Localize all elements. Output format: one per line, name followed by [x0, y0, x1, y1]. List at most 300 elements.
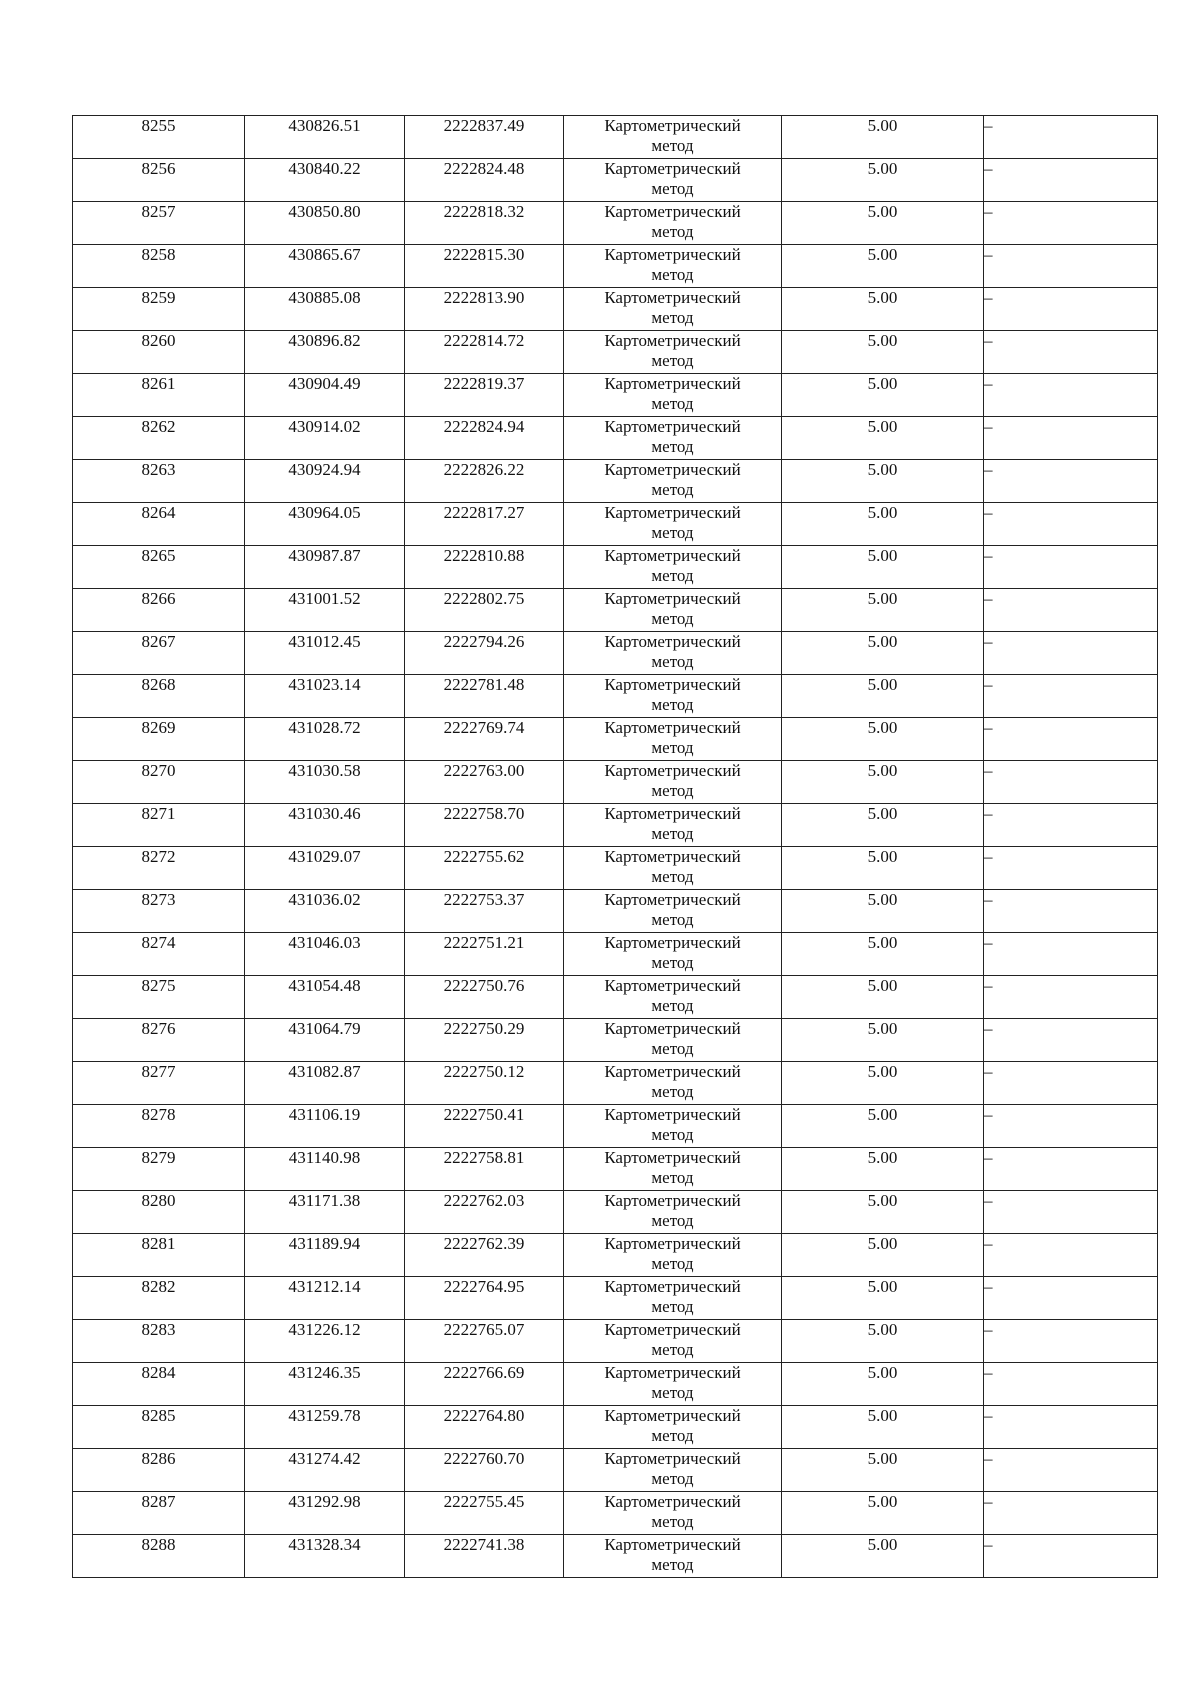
note-cell: –: [984, 1320, 1158, 1363]
method-cell: [564, 589, 782, 632]
method-line-1: Картометрический: [604, 1062, 741, 1081]
method-line-2: метод: [651, 222, 694, 241]
method-cell: [564, 718, 782, 761]
method-line-1: Картометрический: [604, 1234, 741, 1253]
table-row: [73, 675, 1158, 718]
x-coordinate-cell: 431212.14: [245, 1277, 405, 1320]
x-coordinate-cell: 431140.98: [245, 1148, 405, 1191]
y-coordinate-cell: 2222755.62: [405, 847, 564, 890]
y-coordinate-cell: 2222814.72: [405, 331, 564, 374]
y-coordinate-cell: 2222750.29: [405, 1019, 564, 1062]
accuracy-cell: 5.00: [782, 116, 984, 159]
method-line-2: метод: [651, 738, 694, 757]
y-coordinate-cell: 2222750.76: [405, 976, 564, 1019]
method-line-2: метод: [651, 609, 694, 628]
method-cell: [564, 1449, 782, 1492]
method-cell: [564, 159, 782, 202]
method-line-1: Картометрический: [604, 460, 741, 479]
point-number-cell: 8271: [73, 804, 245, 847]
accuracy-cell: 5.00: [782, 761, 984, 804]
y-coordinate-cell: 2222753.37: [405, 890, 564, 933]
method-line-1: Картометрический: [604, 1449, 741, 1468]
x-coordinate-cell: 430924.94: [245, 460, 405, 503]
point-number-cell: 8278: [73, 1105, 245, 1148]
accuracy-cell: 5.00: [782, 331, 984, 374]
method-line-2: метод: [651, 695, 694, 714]
x-coordinate-cell: 431292.98: [245, 1492, 405, 1535]
method-line-1: Картометрический: [604, 1019, 741, 1038]
method-line-2: метод: [651, 1125, 694, 1144]
point-number-cell: 8269: [73, 718, 245, 761]
x-coordinate-cell: 430850.80: [245, 202, 405, 245]
point-number-cell: 8276: [73, 1019, 245, 1062]
note-cell: –: [984, 1535, 1158, 1578]
method-cell: [564, 546, 782, 589]
table-row: [73, 460, 1158, 503]
accuracy-cell: 5.00: [782, 718, 984, 761]
method-line-1: Картометрический: [604, 761, 741, 780]
note-cell: –: [984, 1449, 1158, 1492]
method-line-2: метод: [651, 394, 694, 413]
accuracy-cell: 5.00: [782, 847, 984, 890]
method-cell: [564, 847, 782, 890]
table-row: [73, 933, 1158, 976]
accuracy-cell: 5.00: [782, 1062, 984, 1105]
accuracy-cell: 5.00: [782, 374, 984, 417]
method-cell: [564, 1105, 782, 1148]
method-cell: [564, 1062, 782, 1105]
note-cell: –: [984, 116, 1158, 159]
method-line-2: метод: [651, 1469, 694, 1488]
x-coordinate-cell: 431274.42: [245, 1449, 405, 1492]
y-coordinate-cell: 2222837.49: [405, 116, 564, 159]
x-coordinate-cell: 431029.07: [245, 847, 405, 890]
accuracy-cell: 5.00: [782, 804, 984, 847]
note-cell: –: [984, 675, 1158, 718]
method-cell: [564, 675, 782, 718]
method-line-2: метод: [651, 1082, 694, 1101]
accuracy-cell: 5.00: [782, 1449, 984, 1492]
method-line-2: метод: [651, 1297, 694, 1316]
y-coordinate-cell: 2222751.21: [405, 933, 564, 976]
table-row: [73, 847, 1158, 890]
point-number-cell: 8279: [73, 1148, 245, 1191]
x-coordinate-cell: 431023.14: [245, 675, 405, 718]
y-coordinate-cell: 2222824.94: [405, 417, 564, 460]
table-row: [73, 976, 1158, 1019]
method-cell: [564, 1191, 782, 1234]
y-coordinate-cell: 2222750.12: [405, 1062, 564, 1105]
method-line-1: Картометрический: [604, 976, 741, 995]
note-cell: –: [984, 589, 1158, 632]
note-cell: –: [984, 804, 1158, 847]
x-coordinate-cell: 430964.05: [245, 503, 405, 546]
method-cell: [564, 1406, 782, 1449]
table-row: [73, 1277, 1158, 1320]
note-cell: –: [984, 1406, 1158, 1449]
y-coordinate-cell: 2222818.32: [405, 202, 564, 245]
table-row: [73, 632, 1158, 675]
x-coordinate-cell: 431064.79: [245, 1019, 405, 1062]
method-cell: [564, 1535, 782, 1578]
method-cell: [564, 1148, 782, 1191]
method-line-2: метод: [651, 867, 694, 886]
method-line-2: метод: [651, 1254, 694, 1273]
table-row: [73, 804, 1158, 847]
table-row: [73, 1449, 1158, 1492]
method-line-2: метод: [651, 265, 694, 284]
point-number-cell: 8260: [73, 331, 245, 374]
x-coordinate-cell: 430840.22: [245, 159, 405, 202]
method-cell: [564, 331, 782, 374]
method-line-1: Картометрический: [604, 1105, 741, 1124]
y-coordinate-cell: 2222819.37: [405, 374, 564, 417]
method-line-1: Картометрический: [604, 1320, 741, 1339]
table-row: [73, 1492, 1158, 1535]
table-row: [73, 1234, 1158, 1277]
point-number-cell: 8270: [73, 761, 245, 804]
method-cell: [564, 1320, 782, 1363]
y-coordinate-cell: 2222826.22: [405, 460, 564, 503]
method-cell: [564, 1492, 782, 1535]
y-coordinate-cell: 2222765.07: [405, 1320, 564, 1363]
note-cell: –: [984, 847, 1158, 890]
accuracy-cell: 5.00: [782, 417, 984, 460]
x-coordinate-cell: 431030.58: [245, 761, 405, 804]
x-coordinate-cell: 430885.08: [245, 288, 405, 331]
note-cell: –: [984, 1105, 1158, 1148]
method-line-2: метод: [651, 136, 694, 155]
point-number-cell: 8274: [73, 933, 245, 976]
method-cell: [564, 417, 782, 460]
method-line-1: Картометрический: [604, 589, 741, 608]
note-cell: –: [984, 546, 1158, 589]
method-cell: [564, 1234, 782, 1277]
method-line-2: метод: [651, 1512, 694, 1531]
y-coordinate-cell: 2222762.03: [405, 1191, 564, 1234]
method-line-1: Картометрический: [604, 1406, 741, 1425]
method-line-1: Картометрический: [604, 331, 741, 350]
method-line-1: Картометрический: [604, 1191, 741, 1210]
method-line-1: Картометрический: [604, 417, 741, 436]
point-number-cell: 8273: [73, 890, 245, 933]
method-line-2: метод: [651, 1168, 694, 1187]
y-coordinate-cell: 2222769.74: [405, 718, 564, 761]
table-row: [73, 116, 1158, 159]
y-coordinate-cell: 2222758.81: [405, 1148, 564, 1191]
x-coordinate-cell: 431001.52: [245, 589, 405, 632]
x-coordinate-cell: 431259.78: [245, 1406, 405, 1449]
note-cell: –: [984, 976, 1158, 1019]
note-cell: –: [984, 718, 1158, 761]
note-cell: –: [984, 460, 1158, 503]
note-cell: –: [984, 331, 1158, 374]
point-number-cell: 8266: [73, 589, 245, 632]
method-cell: [564, 804, 782, 847]
x-coordinate-cell: 431328.34: [245, 1535, 405, 1578]
method-line-2: метод: [651, 437, 694, 456]
method-line-1: Картометрический: [604, 503, 741, 522]
x-coordinate-cell: 431082.87: [245, 1062, 405, 1105]
accuracy-cell: 5.00: [782, 288, 984, 331]
method-line-2: метод: [651, 1211, 694, 1230]
method-line-1: Картометрический: [604, 1277, 741, 1296]
y-coordinate-cell: 2222763.00: [405, 761, 564, 804]
coordinates-table: [72, 115, 1158, 1578]
table-row: [73, 374, 1158, 417]
table-row: [73, 890, 1158, 933]
method-line-2: метод: [651, 566, 694, 585]
note-cell: –: [984, 1191, 1158, 1234]
note-cell: –: [984, 632, 1158, 675]
accuracy-cell: 5.00: [782, 460, 984, 503]
method-line-2: метод: [651, 910, 694, 929]
accuracy-cell: 5.00: [782, 1019, 984, 1062]
point-number-cell: 8288: [73, 1535, 245, 1578]
point-number-cell: 8263: [73, 460, 245, 503]
method-line-2: метод: [651, 179, 694, 198]
accuracy-cell: 5.00: [782, 1363, 984, 1406]
x-coordinate-cell: 430904.49: [245, 374, 405, 417]
y-coordinate-cell: 2222764.80: [405, 1406, 564, 1449]
point-number-cell: 8268: [73, 675, 245, 718]
method-line-2: метод: [651, 1555, 694, 1574]
table-row: [73, 1148, 1158, 1191]
table-row: [73, 202, 1158, 245]
table-row: [73, 1191, 1158, 1234]
accuracy-cell: 5.00: [782, 632, 984, 675]
point-number-cell: 8255: [73, 116, 245, 159]
point-number-cell: 8257: [73, 202, 245, 245]
accuracy-cell: 5.00: [782, 1406, 984, 1449]
accuracy-cell: 5.00: [782, 1320, 984, 1363]
x-coordinate-cell: 431030.46: [245, 804, 405, 847]
method-line-1: Картометрический: [604, 804, 741, 823]
method-line-1: Картометрический: [604, 718, 741, 737]
x-coordinate-cell: 431106.19: [245, 1105, 405, 1148]
method-cell: [564, 202, 782, 245]
method-line-1: Картометрический: [604, 675, 741, 694]
y-coordinate-cell: 2222794.26: [405, 632, 564, 675]
point-number-cell: 8284: [73, 1363, 245, 1406]
point-number-cell: 8265: [73, 546, 245, 589]
table-row: [73, 417, 1158, 460]
x-coordinate-cell: 430987.87: [245, 546, 405, 589]
method-cell: [564, 1277, 782, 1320]
note-cell: –: [984, 890, 1158, 933]
method-line-2: метод: [651, 824, 694, 843]
point-number-cell: 8267: [73, 632, 245, 675]
method-cell: [564, 288, 782, 331]
point-number-cell: 8262: [73, 417, 245, 460]
accuracy-cell: 5.00: [782, 933, 984, 976]
x-coordinate-cell: 431246.35: [245, 1363, 405, 1406]
table-row: [73, 159, 1158, 202]
y-coordinate-cell: 2222813.90: [405, 288, 564, 331]
note-cell: –: [984, 1148, 1158, 1191]
x-coordinate-cell: 431226.12: [245, 1320, 405, 1363]
method-line-2: метод: [651, 1340, 694, 1359]
y-coordinate-cell: 2222762.39: [405, 1234, 564, 1277]
note-cell: –: [984, 202, 1158, 245]
note-cell: –: [984, 288, 1158, 331]
accuracy-cell: 5.00: [782, 1277, 984, 1320]
y-coordinate-cell: 2222815.30: [405, 245, 564, 288]
y-coordinate-cell: 2222741.38: [405, 1535, 564, 1578]
x-coordinate-cell: 430896.82: [245, 331, 405, 374]
method-cell: [564, 890, 782, 933]
y-coordinate-cell: 2222760.70: [405, 1449, 564, 1492]
table-row: [73, 331, 1158, 374]
point-number-cell: 8286: [73, 1449, 245, 1492]
point-number-cell: 8281: [73, 1234, 245, 1277]
point-number-cell: 8259: [73, 288, 245, 331]
note-cell: –: [984, 1492, 1158, 1535]
method-line-2: метод: [651, 781, 694, 800]
table-row: [73, 288, 1158, 331]
method-line-1: Картометрический: [604, 1535, 741, 1554]
method-cell: [564, 632, 782, 675]
note-cell: –: [984, 159, 1158, 202]
method-line-1: Картометрический: [604, 1492, 741, 1511]
method-line-2: метод: [651, 480, 694, 499]
table-row: [73, 546, 1158, 589]
accuracy-cell: 5.00: [782, 1492, 984, 1535]
accuracy-cell: 5.00: [782, 245, 984, 288]
note-cell: –: [984, 245, 1158, 288]
table-row: [73, 589, 1158, 632]
note-cell: –: [984, 761, 1158, 804]
method-cell: [564, 503, 782, 546]
table-row: [73, 1320, 1158, 1363]
point-number-cell: 8261: [73, 374, 245, 417]
point-number-cell: 8272: [73, 847, 245, 890]
method-line-1: Картометрический: [604, 202, 741, 221]
x-coordinate-cell: 431036.02: [245, 890, 405, 933]
table-row: [73, 245, 1158, 288]
table-row: [73, 761, 1158, 804]
note-cell: –: [984, 1363, 1158, 1406]
point-number-cell: 8287: [73, 1492, 245, 1535]
table-row: [73, 1363, 1158, 1406]
table-row: [73, 1105, 1158, 1148]
method-line-1: Картометрический: [604, 159, 741, 178]
method-line-1: Картометрический: [604, 374, 741, 393]
accuracy-cell: 5.00: [782, 1105, 984, 1148]
x-coordinate-cell: 430914.02: [245, 417, 405, 460]
method-line-1: Картометрический: [604, 245, 741, 264]
point-number-cell: 8283: [73, 1320, 245, 1363]
method-cell: [564, 245, 782, 288]
note-cell: –: [984, 503, 1158, 546]
x-coordinate-cell: 431189.94: [245, 1234, 405, 1277]
y-coordinate-cell: 2222750.41: [405, 1105, 564, 1148]
method-cell: [564, 976, 782, 1019]
accuracy-cell: 5.00: [782, 1234, 984, 1277]
method-line-2: метод: [651, 996, 694, 1015]
table-row: [73, 503, 1158, 546]
y-coordinate-cell: 2222802.75: [405, 589, 564, 632]
table-row: [73, 1535, 1158, 1578]
method-line-2: метод: [651, 523, 694, 542]
y-coordinate-cell: 2222824.48: [405, 159, 564, 202]
table-row: [73, 718, 1158, 761]
accuracy-cell: 5.00: [782, 589, 984, 632]
method-line-2: метод: [651, 953, 694, 972]
table-row: [73, 1019, 1158, 1062]
x-coordinate-cell: 431054.48: [245, 976, 405, 1019]
y-coordinate-cell: 2222781.48: [405, 675, 564, 718]
method-line-2: метод: [651, 1039, 694, 1058]
note-cell: –: [984, 417, 1158, 460]
method-cell: [564, 460, 782, 503]
point-number-cell: 8258: [73, 245, 245, 288]
point-number-cell: 8256: [73, 159, 245, 202]
x-coordinate-cell: 430865.67: [245, 245, 405, 288]
method-line-1: Картометрический: [604, 288, 741, 307]
accuracy-cell: 5.00: [782, 1148, 984, 1191]
method-line-1: Картометрический: [604, 546, 741, 565]
y-coordinate-cell: 2222764.95: [405, 1277, 564, 1320]
accuracy-cell: 5.00: [782, 546, 984, 589]
method-cell: [564, 761, 782, 804]
x-coordinate-cell: 431012.45: [245, 632, 405, 675]
method-line-1: Картометрический: [604, 116, 741, 135]
note-cell: –: [984, 1277, 1158, 1320]
note-cell: –: [984, 1234, 1158, 1277]
note-cell: –: [984, 1019, 1158, 1062]
accuracy-cell: 5.00: [782, 675, 984, 718]
point-number-cell: 8264: [73, 503, 245, 546]
x-coordinate-cell: 431171.38: [245, 1191, 405, 1234]
method-cell: [564, 1019, 782, 1062]
method-line-1: Картометрический: [604, 1148, 741, 1167]
accuracy-cell: 5.00: [782, 976, 984, 1019]
point-number-cell: 8280: [73, 1191, 245, 1234]
method-line-1: Картометрический: [604, 1363, 741, 1382]
y-coordinate-cell: 2222766.69: [405, 1363, 564, 1406]
table-row: [73, 1062, 1158, 1105]
accuracy-cell: 5.00: [782, 890, 984, 933]
accuracy-cell: 5.00: [782, 1535, 984, 1578]
note-cell: –: [984, 374, 1158, 417]
x-coordinate-cell: 431028.72: [245, 718, 405, 761]
y-coordinate-cell: 2222758.70: [405, 804, 564, 847]
method-cell: [564, 1363, 782, 1406]
note-cell: –: [984, 1062, 1158, 1105]
point-number-cell: 8282: [73, 1277, 245, 1320]
method-line-1: Картометрический: [604, 933, 741, 952]
method-cell: [564, 933, 782, 976]
x-coordinate-cell: 430826.51: [245, 116, 405, 159]
method-line-2: метод: [651, 1426, 694, 1445]
method-cell: [564, 374, 782, 417]
note-cell: –: [984, 933, 1158, 976]
coordinates-table-body: [73, 116, 1158, 1578]
method-cell: [564, 116, 782, 159]
method-line-2: метод: [651, 351, 694, 370]
y-coordinate-cell: 2222817.27: [405, 503, 564, 546]
accuracy-cell: 5.00: [782, 202, 984, 245]
method-line-1: Картометрический: [604, 632, 741, 651]
method-line-2: метод: [651, 1383, 694, 1402]
table-row: [73, 1406, 1158, 1449]
method-line-2: метод: [651, 308, 694, 327]
point-number-cell: 8285: [73, 1406, 245, 1449]
y-coordinate-cell: 2222755.45: [405, 1492, 564, 1535]
point-number-cell: 8275: [73, 976, 245, 1019]
accuracy-cell: 5.00: [782, 159, 984, 202]
